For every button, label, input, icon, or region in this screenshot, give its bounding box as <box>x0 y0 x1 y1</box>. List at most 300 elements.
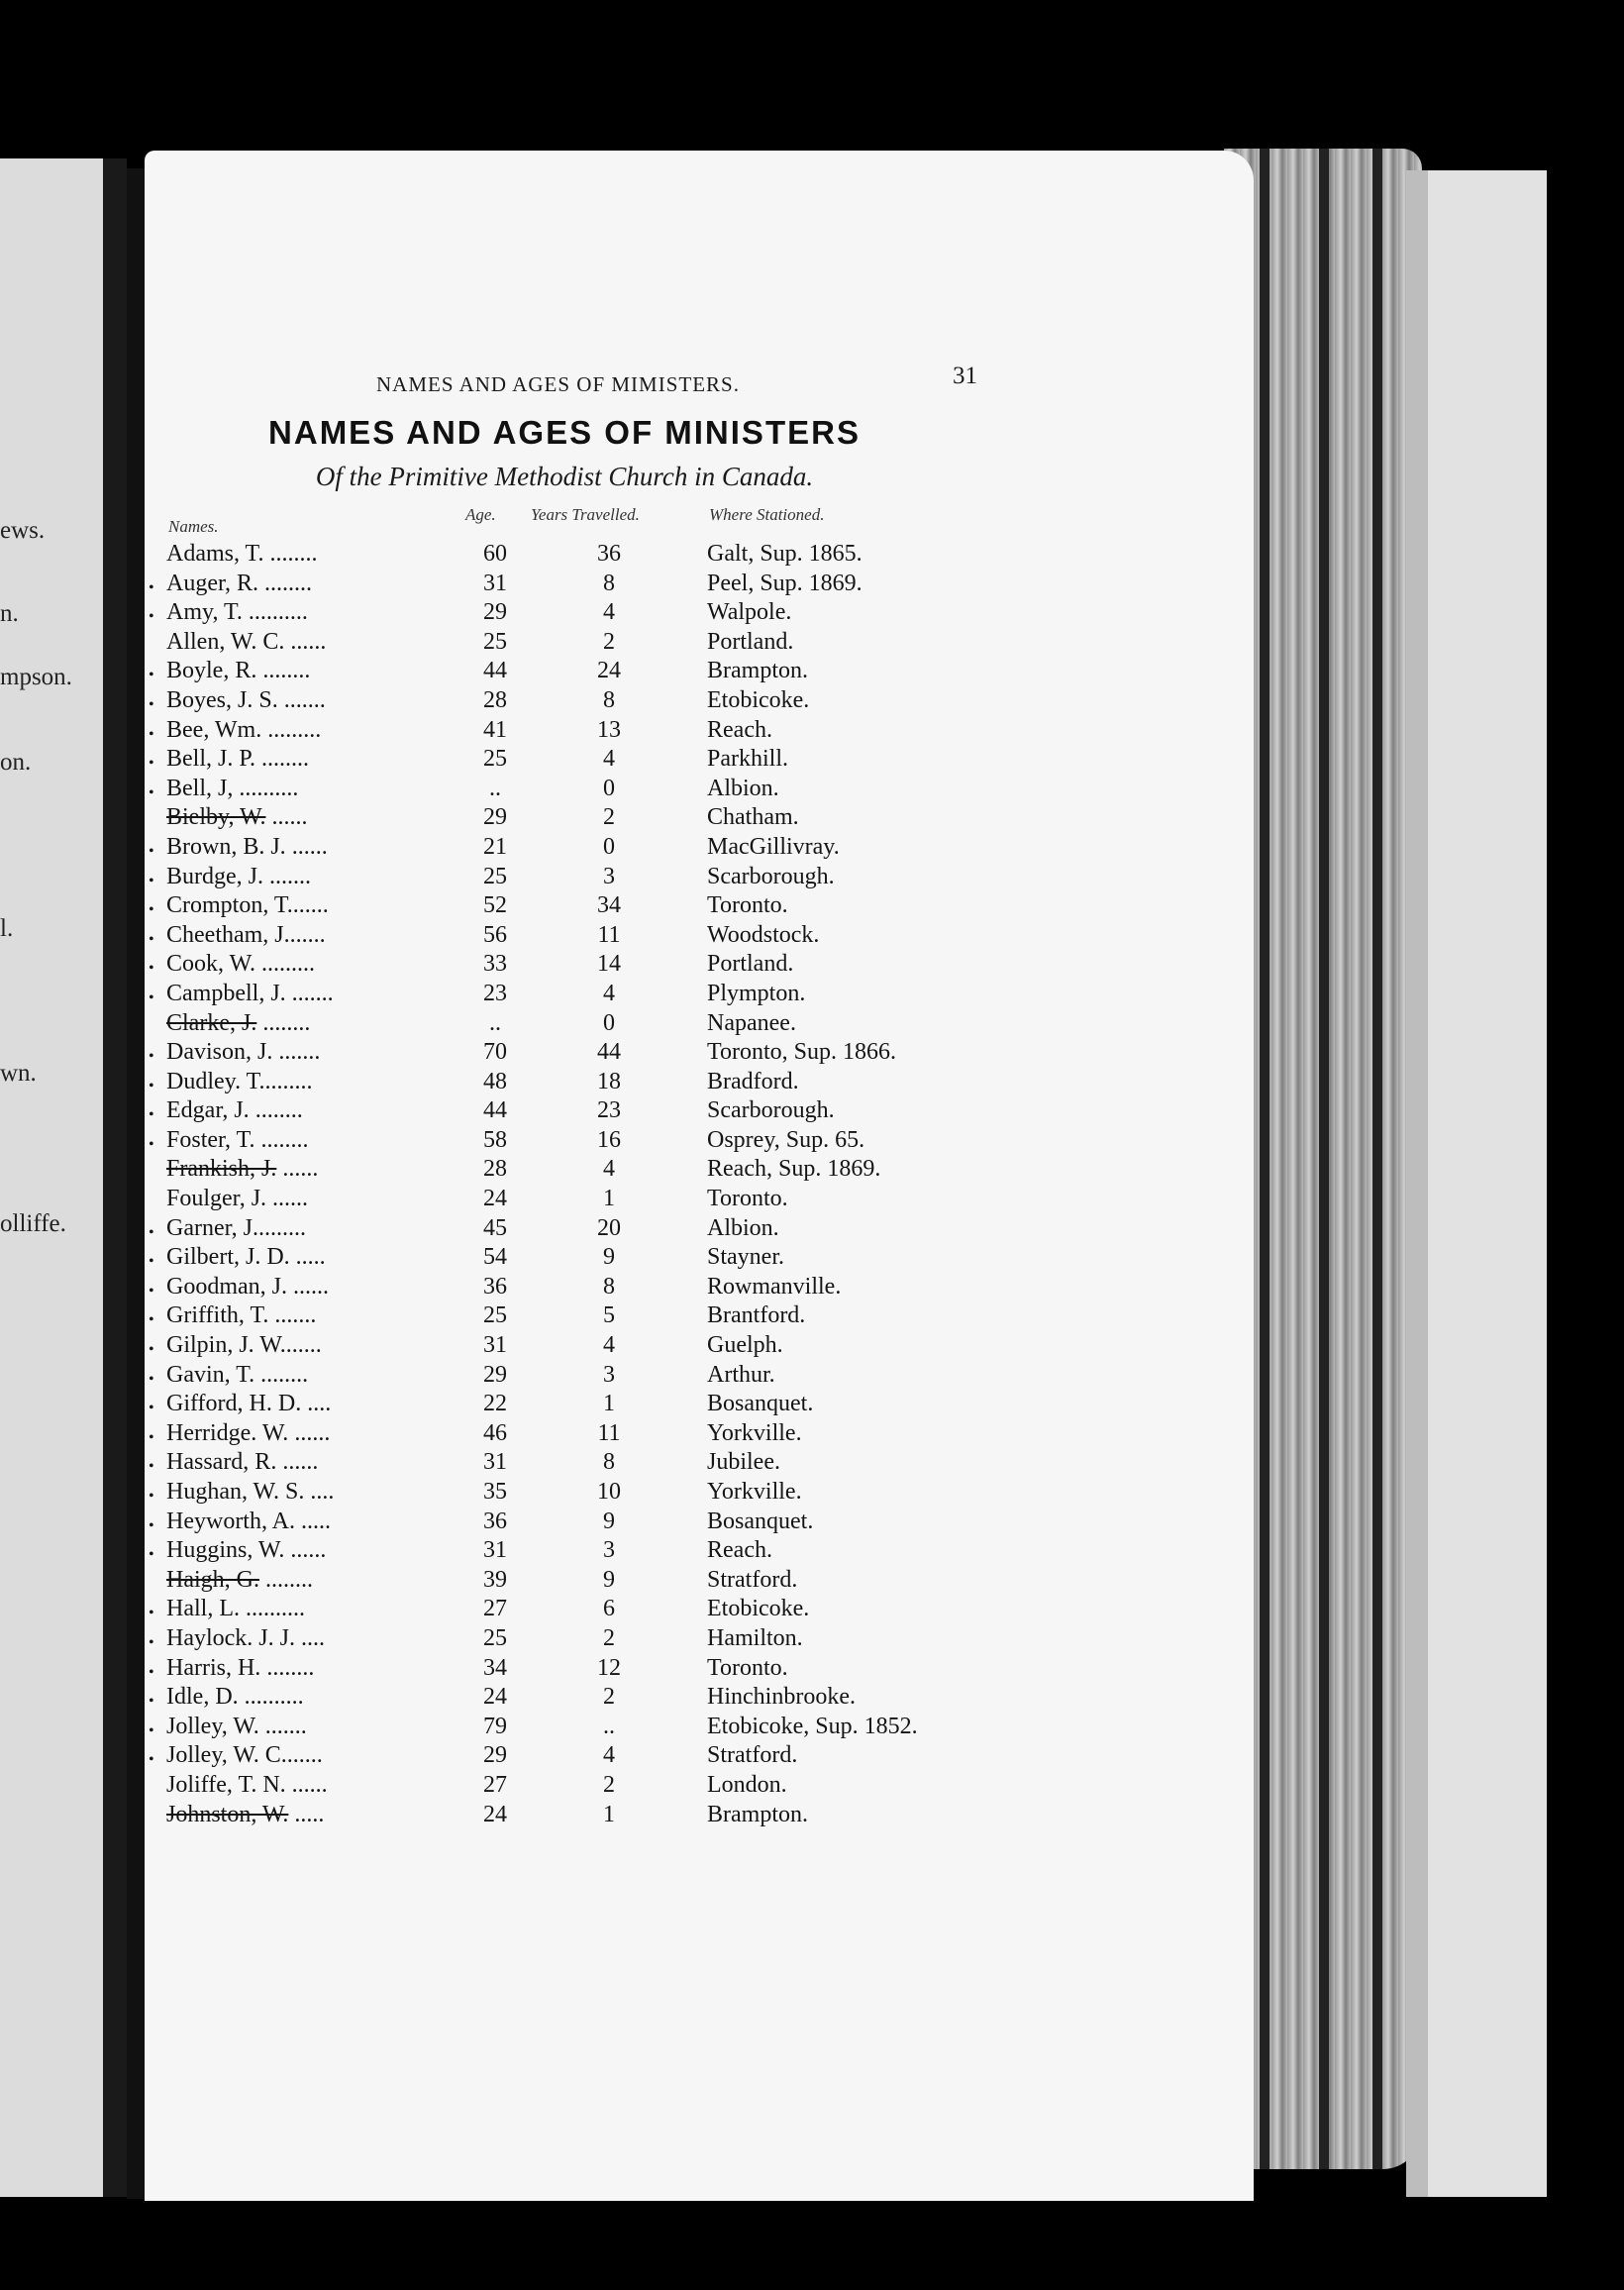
margin-mark <box>149 1097 164 1124</box>
minister-name <box>166 1069 313 1095</box>
minister-station: Bosanquet. <box>707 1391 814 1417</box>
minister-name <box>166 1684 304 1711</box>
facing-page-fragment: ews. <box>0 517 46 544</box>
page-subtitle: Of the Primitive Methodist Church in Canada. <box>315 462 814 491</box>
minister-station: Plympton. <box>707 980 806 1006</box>
minister-name <box>166 658 310 684</box>
minister-years-travelled: 4 <box>603 1156 615 1183</box>
minister-name <box>166 776 298 802</box>
minister-row <box>0 746 990 776</box>
minister-name-text: Herridge. W. <box>166 1419 289 1446</box>
minister-row <box>0 1802 990 1831</box>
minister-name <box>166 1156 318 1183</box>
margin-mark <box>149 1274 164 1301</box>
minister-station: Stayner. <box>707 1244 784 1271</box>
leader-dots: ...... <box>285 1771 328 1798</box>
margin-mark <box>149 776 164 802</box>
margin-mark <box>149 981 164 1007</box>
leader-dots: ..... <box>294 1508 331 1534</box>
minister-age: 56 <box>483 921 507 948</box>
minister-station: Toronto, Sup. 1866. <box>707 1039 896 1066</box>
minister-years-travelled: 1 <box>603 1186 615 1212</box>
minister-name-text: Bee, Wm. <box>166 716 262 743</box>
minister-row <box>0 1039 990 1069</box>
minister-years-travelled: 0 <box>603 775 615 801</box>
leader-dots: ..... <box>289 1244 326 1271</box>
minister-row <box>0 1332 990 1362</box>
margin-mark <box>149 1625 164 1652</box>
leader-dots: ........ <box>256 1009 311 1036</box>
minister-name <box>166 687 326 714</box>
minister-row <box>0 1772 990 1802</box>
margin-mark <box>149 1420 164 1447</box>
page-title: NAMES AND AGES OF MINISTERS <box>268 414 861 451</box>
minister-name-text: Jolley, W. <box>166 1713 259 1739</box>
minister-row <box>0 1186 990 1215</box>
minister-station: Stratford. <box>707 1742 798 1769</box>
leader-dots: .... <box>304 1479 335 1505</box>
minister-years-travelled: 3 <box>603 1537 615 1564</box>
margin-mark <box>149 1244 164 1271</box>
minister-station: Yorkville. <box>707 1479 802 1505</box>
minister-years-travelled: 3 <box>603 863 615 889</box>
minister-name <box>166 1509 331 1535</box>
minister-years-travelled: 16 <box>597 1126 621 1153</box>
minister-station: Parkhill. <box>707 746 788 773</box>
minister-station: Toronto. <box>707 1186 788 1212</box>
margin-mark <box>149 1391 164 1417</box>
minister-name <box>166 864 311 890</box>
minister-age: 25 <box>483 863 507 889</box>
minister-name-text: Idle, D. <box>166 1684 239 1711</box>
minister-name <box>166 951 315 978</box>
minister-age: 21 <box>483 833 507 860</box>
minister-name <box>166 1391 331 1417</box>
margin-mark <box>149 1332 164 1359</box>
leader-dots: ...... <box>284 1537 327 1564</box>
minister-age: 36 <box>483 1508 507 1534</box>
minister-name <box>166 1655 314 1682</box>
minister-row <box>0 1479 990 1509</box>
minister-name <box>166 1039 320 1066</box>
margin-mark <box>149 1479 164 1506</box>
leader-dots: ...... <box>265 804 308 831</box>
minister-row <box>0 571 990 600</box>
minister-age: 33 <box>483 951 507 978</box>
leader-dots: ....... <box>277 686 326 713</box>
leader-dots: ........ <box>264 1068 313 1094</box>
minister-age: 44 <box>483 658 507 684</box>
minister-years-travelled: 1 <box>603 1801 615 1827</box>
margin-mark <box>149 1362 164 1389</box>
minister-station: Etobicoke. <box>707 686 810 713</box>
minister-name <box>166 1097 303 1124</box>
minister-name <box>166 1479 334 1506</box>
minister-age: 29 <box>483 1742 507 1769</box>
minister-name <box>166 1449 318 1476</box>
minister-row <box>0 1625 990 1655</box>
minister-years-travelled: 13 <box>597 716 621 743</box>
minister-name <box>166 1420 330 1447</box>
minister-name <box>166 1186 308 1212</box>
minister-name <box>166 1802 324 1828</box>
minister-name-text: Burdge, J. <box>166 863 263 889</box>
margin-mark <box>149 746 164 773</box>
minister-name-text: Haigh, G. <box>166 1566 259 1593</box>
minister-name-text: Amy, T. <box>166 599 243 626</box>
minister-station: Osprey, Sup. 65. <box>707 1126 865 1153</box>
minister-row <box>0 834 990 864</box>
minister-station: Albion. <box>707 1214 779 1241</box>
minister-station: Reach. <box>707 716 772 743</box>
minister-name <box>166 1332 322 1359</box>
minister-name <box>166 1244 326 1271</box>
minister-age: 54 <box>483 1244 507 1271</box>
minister-years-travelled: 9 <box>603 1508 615 1534</box>
margin-mark <box>149 864 164 890</box>
leader-dots: ...... <box>292 892 329 919</box>
minister-name-text: Heyworth, A. <box>166 1508 295 1534</box>
minister-age: 24 <box>483 1801 507 1827</box>
minister-station: Rowmanville. <box>707 1273 842 1300</box>
minister-station: Reach. <box>707 1537 772 1564</box>
minister-name-text: Auger, R. <box>166 570 259 596</box>
minister-years-travelled: 1 <box>603 1391 615 1417</box>
facing-page-fragment: wn. <box>0 1060 37 1087</box>
minister-row <box>0 541 990 571</box>
leader-dots: ....... <box>285 980 334 1006</box>
minister-years-travelled: 3 <box>603 1361 615 1388</box>
minister-years-travelled: .. <box>603 1713 615 1739</box>
minister-name-text: Gifford, H. D. <box>166 1391 302 1417</box>
minister-row <box>0 658 990 687</box>
minister-name-text: Foulger, J. <box>166 1186 267 1212</box>
minister-age: 25 <box>483 1302 507 1329</box>
leader-dots: ...... <box>285 1332 322 1359</box>
minister-row <box>0 892 990 922</box>
minister-station: Etobicoke, Sup. 1852. <box>707 1713 918 1739</box>
minister-station: Reach, Sup. 1869. <box>707 1156 881 1183</box>
minister-years-travelled: 2 <box>603 1684 615 1711</box>
minister-name-text: Clarke, J. <box>166 1009 257 1036</box>
minister-row <box>0 1537 990 1567</box>
leader-dots: ..... <box>288 1801 325 1827</box>
minister-station: Hamilton. <box>707 1624 803 1651</box>
minister-years-travelled: 8 <box>603 1273 615 1300</box>
minister-age: 28 <box>483 686 507 713</box>
minister-station: Hinchinbrooke. <box>707 1684 856 1711</box>
minister-row <box>0 1684 990 1714</box>
minister-years-travelled: 9 <box>603 1566 615 1593</box>
leader-dots: ....... <box>272 1039 321 1066</box>
minister-row <box>0 629 990 659</box>
minister-name-text: Bell, J. P. <box>166 746 256 773</box>
leader-dots: ...... <box>289 921 326 948</box>
column-header-names: Names. <box>168 517 219 536</box>
minister-station: Yorkville. <box>707 1419 802 1446</box>
minister-name-text: Hassard, R. <box>166 1449 277 1476</box>
minister-station: Stratford. <box>707 1566 798 1593</box>
minister-row <box>0 1127 990 1157</box>
minister-age: 44 <box>483 1097 507 1124</box>
minister-age: 36 <box>483 1273 507 1300</box>
minister-name <box>166 1714 307 1740</box>
column-header-age: Age. <box>465 505 496 524</box>
minister-age: .. <box>489 775 501 801</box>
minister-station: Scarborough. <box>707 863 835 889</box>
minister-station: Guelph. <box>707 1332 783 1359</box>
margin-mark <box>149 1127 164 1154</box>
margin-mark <box>149 571 164 597</box>
minister-name-text: Foster, T. <box>166 1126 255 1153</box>
minister-station: Brampton. <box>707 1801 808 1827</box>
minister-name-text: Adams, T. <box>166 541 264 567</box>
leader-dots: ........ <box>254 1361 309 1388</box>
minister-row <box>0 1362 990 1392</box>
leader-dots: ........ <box>258 1214 306 1241</box>
minister-name <box>166 1567 313 1594</box>
minister-station: Jubilee. <box>707 1449 780 1476</box>
margin-mark <box>149 658 164 684</box>
minister-name <box>166 1625 325 1652</box>
minister-row <box>0 1742 990 1772</box>
running-head: NAMES AND AGES OF MIMISTERS. <box>376 372 740 396</box>
minister-years-travelled: 44 <box>597 1039 621 1066</box>
minister-years-travelled: 0 <box>603 833 615 860</box>
minister-name-text: Dudley. T. <box>166 1068 265 1094</box>
minister-years-travelled: 4 <box>603 1742 615 1769</box>
facing-page-fragment: olliffe. <box>0 1210 66 1237</box>
minister-row <box>0 717 990 747</box>
minister-station: Woodstock. <box>707 921 820 948</box>
facing-page-fragment: on. <box>0 749 32 776</box>
leader-dots: ....... <box>268 1302 317 1329</box>
minister-years-travelled: 12 <box>597 1654 621 1681</box>
minister-age: 31 <box>483 1537 507 1564</box>
margin-mark <box>149 1714 164 1740</box>
margin-mark <box>149 1039 164 1066</box>
minister-years-travelled: 10 <box>597 1479 621 1505</box>
minister-row <box>0 864 990 893</box>
margin-mark <box>149 1596 164 1622</box>
minister-years-travelled: 18 <box>597 1068 621 1094</box>
minister-station: Napanee. <box>707 1009 796 1036</box>
minister-station: Bosanquet. <box>707 1508 814 1534</box>
minister-years-travelled: 4 <box>603 746 615 773</box>
minister-name <box>166 1596 305 1622</box>
minister-age: 29 <box>483 1361 507 1388</box>
minister-years-travelled: 23 <box>597 1097 621 1124</box>
minister-row <box>0 1449 990 1479</box>
facing-page-fragment: n. <box>0 600 19 627</box>
minister-years-travelled: 2 <box>603 1624 615 1651</box>
minister-years-travelled: 36 <box>597 541 621 567</box>
minister-name-text: Campbell, J. <box>166 980 286 1006</box>
facing-page-fragment: mpson. <box>0 664 72 690</box>
minister-age: 29 <box>483 804 507 831</box>
leader-dots: ........ <box>249 1097 303 1124</box>
minister-age: 45 <box>483 1214 507 1241</box>
minister-name-text: Garner, J. <box>166 1214 258 1241</box>
minister-age: 58 <box>483 1126 507 1153</box>
minister-name <box>166 1127 308 1154</box>
margin-mark <box>149 1069 164 1095</box>
margin-mark <box>149 717 164 744</box>
minister-name <box>166 629 326 656</box>
leader-dots: ...... <box>266 1186 309 1212</box>
minister-name <box>166 1537 326 1564</box>
minister-age: .. <box>489 1009 501 1036</box>
leader-dots: ...... <box>288 1419 331 1446</box>
minister-name <box>166 1274 329 1301</box>
minister-name-text: Boyes, J. S. <box>166 686 278 713</box>
minister-name <box>166 922 326 949</box>
minister-name-text: Edgar, J. <box>166 1097 250 1124</box>
minister-station: Walpole. <box>707 599 792 626</box>
minister-age: 31 <box>483 1449 507 1476</box>
minister-age: 27 <box>483 1596 507 1622</box>
minister-station: Portland. <box>707 951 794 978</box>
minister-name <box>166 541 317 568</box>
minister-years-travelled: 2 <box>603 628 615 655</box>
minister-name <box>166 717 321 744</box>
minister-row <box>0 1215 990 1245</box>
minister-age: 39 <box>483 1566 507 1593</box>
ministers-list <box>0 541 990 1830</box>
minister-age: 41 <box>483 716 507 743</box>
leader-dots: .... <box>294 1624 325 1651</box>
margin-mark <box>149 1655 164 1682</box>
minister-row <box>0 776 990 805</box>
minister-station: MacGillivray. <box>707 833 840 860</box>
minister-row <box>0 1567 990 1597</box>
minister-name-text: Gilbert, J. D. <box>166 1244 290 1271</box>
minister-name <box>166 1302 316 1329</box>
minister-years-travelled: 4 <box>603 980 615 1006</box>
minister-row <box>0 981 990 1010</box>
minister-years-travelled: 6 <box>603 1596 615 1622</box>
minister-age: 70 <box>483 1039 507 1066</box>
minister-age: 31 <box>483 570 507 596</box>
minister-age: 52 <box>483 892 507 919</box>
leader-dots: ........ <box>255 746 310 773</box>
leader-dots: ....... <box>263 863 311 889</box>
minister-station: Portland. <box>707 628 794 655</box>
minister-age: 35 <box>483 1479 507 1505</box>
minister-age: 79 <box>483 1713 507 1739</box>
leader-dots: ......... <box>255 951 316 978</box>
minister-row <box>0 1274 990 1303</box>
margin-mark <box>149 951 164 978</box>
minister-station: Brampton. <box>707 658 808 684</box>
margin-mark <box>149 1684 164 1711</box>
minister-name-text: Frankish, J. <box>166 1156 277 1183</box>
minister-name <box>166 571 312 597</box>
leader-dots: ...... <box>285 833 328 860</box>
minister-years-travelled: 2 <box>603 1771 615 1798</box>
minister-row <box>0 922 990 952</box>
minister-name-text: Brown, B. J. <box>166 833 286 860</box>
minister-name-text: Bielby, W. <box>166 804 266 831</box>
minister-name-text: Gilpin, J. W. <box>166 1332 286 1359</box>
minister-name <box>166 1742 323 1769</box>
minister-name <box>166 599 308 626</box>
minister-station: Scarborough. <box>707 1097 835 1124</box>
minister-name-text: Huggins, W. <box>166 1537 285 1564</box>
minister-name-text: Bell, J, <box>166 775 234 801</box>
minister-name <box>166 1010 310 1037</box>
leader-dots: ....... <box>258 1713 307 1739</box>
page-edges <box>1224 149 1422 2169</box>
minister-station: London. <box>707 1771 787 1798</box>
margin-mark <box>149 1215 164 1242</box>
minister-row <box>0 1010 990 1040</box>
minister-name-text: Davison, J. <box>166 1039 273 1066</box>
minister-age: 31 <box>483 1332 507 1359</box>
minister-station: Etobicoke. <box>707 1596 810 1622</box>
minister-row <box>0 1655 990 1685</box>
margin-mark <box>149 1537 164 1564</box>
minister-name <box>166 892 329 919</box>
minister-row <box>0 1596 990 1625</box>
leader-dots: .......... <box>239 1596 305 1622</box>
margin-mark <box>149 892 164 919</box>
leader-dots: ........ <box>260 1654 315 1681</box>
minister-row <box>0 804 990 834</box>
leader-dots: ...... <box>284 628 327 655</box>
minister-row <box>0 951 990 981</box>
minister-years-travelled: 4 <box>603 1332 615 1359</box>
minister-age: 29 <box>483 599 507 626</box>
minister-years-travelled: 14 <box>597 951 621 978</box>
minister-station: Bradford. <box>707 1068 799 1094</box>
leader-dots: ........ <box>258 570 313 596</box>
column-header-years-travelled: Years Travelled. <box>531 505 640 524</box>
minister-age: 48 <box>483 1068 507 1094</box>
minister-station: Galt, Sup. 1865. <box>707 541 863 567</box>
minister-age: 46 <box>483 1419 507 1446</box>
column-header-where-stationed: Where Stationed. <box>709 505 825 524</box>
minister-name-text: Allen, W. C. <box>166 628 285 655</box>
leader-dots: ...... <box>286 1742 323 1769</box>
minister-years-travelled: 5 <box>603 1302 615 1329</box>
facing-page-fragment: l. <box>0 915 14 942</box>
minister-station: Chatham. <box>707 804 799 831</box>
minister-years-travelled: 11 <box>597 921 621 948</box>
minister-years-travelled: 8 <box>603 686 615 713</box>
minister-years-travelled: 4 <box>603 599 615 626</box>
minister-years-travelled: 11 <box>597 1419 621 1446</box>
minister-name-text: Cheetham, J. <box>166 921 290 948</box>
minister-name-text: Gavin, T. <box>166 1361 255 1388</box>
minister-age: 25 <box>483 746 507 773</box>
minister-row <box>0 687 990 717</box>
minister-age: 34 <box>483 1654 507 1681</box>
margin-mark <box>149 599 164 626</box>
minister-years-travelled: 20 <box>597 1214 621 1241</box>
leader-dots: ........ <box>263 541 318 567</box>
minister-years-travelled: 24 <box>597 658 621 684</box>
minister-name <box>166 834 328 861</box>
minister-years-travelled: 8 <box>603 1449 615 1476</box>
minister-name-text: Harris, H. <box>166 1654 261 1681</box>
minister-row <box>0 1156 990 1186</box>
leader-dots: ...... <box>287 1273 329 1300</box>
minister-name <box>166 981 334 1007</box>
margin-mark <box>149 687 164 714</box>
minister-name <box>166 804 307 831</box>
minister-row <box>0 1069 990 1098</box>
